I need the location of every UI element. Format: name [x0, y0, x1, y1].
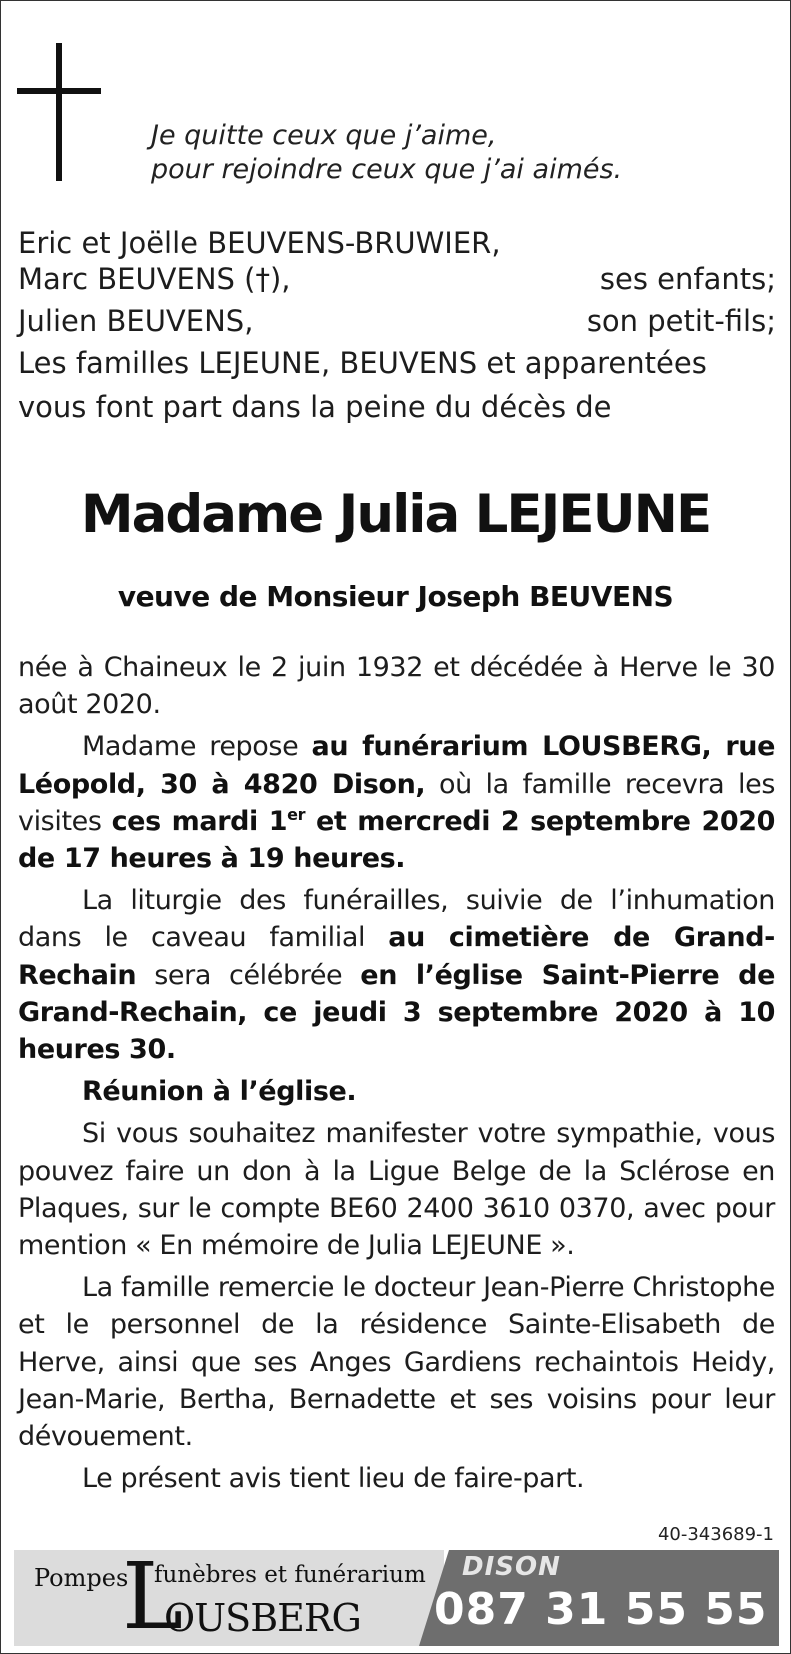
- banner-funebres: funèbres et funérarium: [154, 1562, 426, 1588]
- family-line-1: Eric et Joëlle BEUVENS-BRUWIER,: [18, 226, 501, 260]
- family-line-5: vous font part dans la peine du décès de: [18, 390, 612, 424]
- family-relation-grandson: son petit-fils;: [586, 304, 776, 338]
- family-line-2: Marc BEUVENS (†), ses enfants;: [18, 262, 776, 296]
- funeral-paragraph: La liturgie des funérailles, suivie de l’inhumation dans le caveau familial au cimetière de Grand-Rechain sera célébrée en l’église Saint-Pierre de Grand-Rechain, ce jeudi 3 septembre 2020 à 10 heures 30.: [18, 885, 776, 1066]
- epitaph: [151, 119, 771, 187]
- widow-of: veuve de Monsieur Joseph BEUVENS: [117, 580, 674, 613]
- family-line-3: Julien BEUVENS, son petit-fils;: [18, 304, 776, 338]
- logo-name: OUSBERG: [164, 1596, 361, 1640]
- epitaph-line-1: Je quitte ceux que j’aime,: [151, 120, 497, 151]
- deceased-name: Madame Julia LEJEUNE: [80, 484, 711, 545]
- reference-number: 40-343689-1: [657, 1524, 774, 1545]
- gathering-paragraph: Réunion à l’église.: [82, 1076, 357, 1108]
- donation-paragraph: Si vous souhaitez manifester votre sympathie, vous pouvez faire un don à la Ligue Belge de la Sclérose en Plaques, sur le compte BE60 2400 3610 0370, avec pour mention « En mémoire de Julia LEJEUNE ».: [18, 1118, 775, 1262]
- birth-death-paragraph: née à Chaineux le 2 juin 1932 et décédée à Herve le 30 août 2020.: [18, 652, 775, 721]
- logo-initial: L: [122, 1543, 184, 1650]
- notice-body: [18, 649, 775, 1502]
- visitation-paragraph: Madame repose au funérarium LOUSBERG, rue Léopold, 30 à 4820 Dison, où la famille recevra les visites ces mardi 1er et mercredi 2 septembre 2020 de 17 heures à 19 heures.: [18, 731, 776, 875]
- banner-city: DISON: [462, 1552, 561, 1582]
- cross-icon-bar: [17, 88, 101, 94]
- family-relation-children: ses enfants;: [599, 262, 776, 296]
- banner-phone: 087 31 55 55: [434, 1584, 768, 1635]
- family-line-4: Les familles LEJEUNE, BEUVENS et apparentées: [18, 346, 707, 380]
- epitaph-line-2: pour rejoindre ceux que j’ai aimés.: [151, 154, 623, 185]
- banner-pompes: Pompes: [34, 1564, 129, 1592]
- closing-paragraph: Le présent avis tient lieu de faire-part.: [82, 1463, 585, 1495]
- thanks-paragraph: La famille remercie le docteur Jean-Pierre Christophe et le personnel de la résidence Sainte-Elisabeth de Herve, ainsi que ses Anges Gardiens rechaintois Heidy, Jean-Marie, Bertha, Bernadette et ses voisins pour leur dévouement.: [18, 1272, 775, 1453]
- cross-icon: [56, 43, 62, 181]
- funeral-home-banner: [14, 1543, 779, 1650]
